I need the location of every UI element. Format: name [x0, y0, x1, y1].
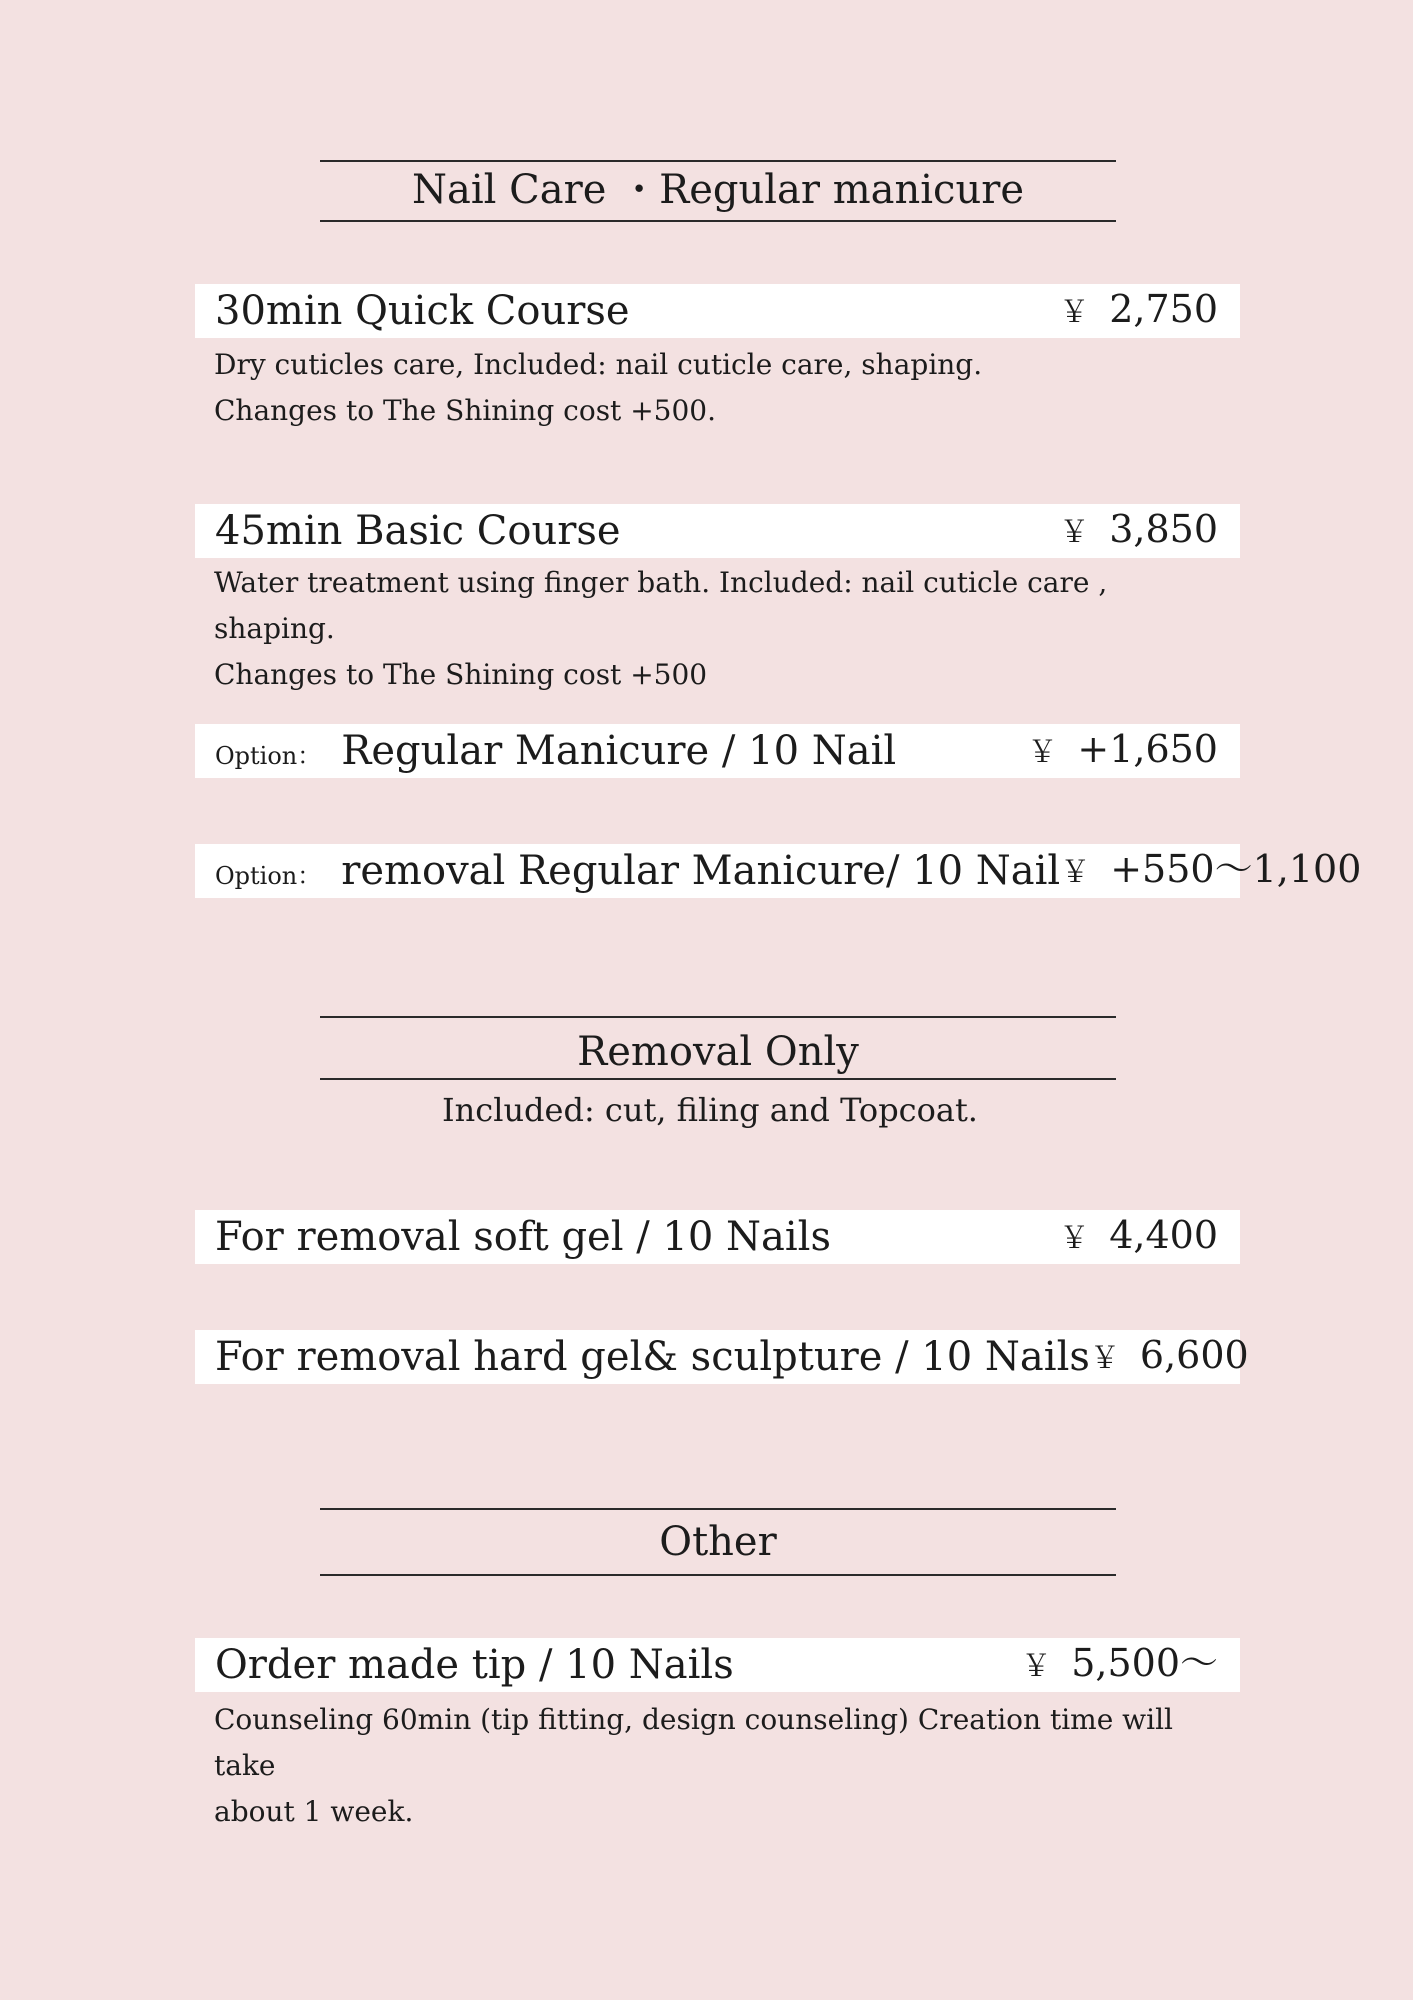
item-name: Regular Manicure / 10 Nail — [341, 728, 897, 774]
description-line: Changes to The Shining cost +500 — [214, 658, 708, 691]
item-price — [1059, 282, 1218, 340]
description-line: Dry cuticles care, Included: nail cuticle care, shaping. — [214, 348, 983, 381]
price-value: 5,500〜 — [1071, 1641, 1218, 1685]
section-rule-top — [320, 1508, 1116, 1510]
section-header-nail-care — [320, 160, 1116, 224]
yen-symbol: ￥ — [1059, 1221, 1090, 1256]
yen-symbol: ￥ — [1059, 515, 1090, 550]
item-description — [214, 342, 1214, 434]
section-title: Nail Care ・Regular manicure — [411, 167, 1025, 213]
item-price — [1090, 1328, 1249, 1386]
item-name: For removal soft gel / 10 Nails — [215, 1214, 831, 1260]
description-line: Counseling 60min (tip fitting, design counseling) Creation time will take — [214, 1703, 1174, 1782]
menu-item-order-made-tip — [195, 1638, 1240, 1692]
section-rule-bottom — [320, 220, 1116, 222]
menu-item-option-regular-manicure — [195, 724, 1240, 778]
price-value: 6,600 — [1139, 1333, 1249, 1377]
item-name: Order made tip / 10 Nails — [215, 1642, 734, 1688]
item-description — [214, 1697, 1214, 1835]
item-price — [1059, 1208, 1218, 1266]
section-rule-top — [320, 1016, 1116, 1018]
description-line: about 1 week. — [214, 1795, 414, 1828]
section-header-removal-only — [320, 1016, 1116, 1082]
item-name: 30min Quick Course — [215, 288, 630, 334]
section-rule-bottom — [320, 1078, 1116, 1080]
section-header-other — [320, 1508, 1116, 1576]
section-rule-top — [320, 160, 1116, 162]
section-rule-bottom — [320, 1574, 1116, 1576]
item-name: 45min Basic Course — [215, 508, 621, 554]
section-title: Removal Only — [577, 1029, 859, 1075]
price-value: 3,850 — [1109, 507, 1218, 551]
description-line: Water treatment using finger bath. Included: nail cuticle care , shaping. — [214, 566, 1108, 645]
menu-item-option-removal-manicure — [195, 844, 1362, 898]
yen-symbol: ￥ — [1059, 295, 1090, 330]
option-label: Option： — [215, 742, 322, 770]
yen-symbol: ￥ — [1021, 1649, 1052, 1684]
menu-item-quick-course — [195, 284, 1240, 338]
yen-symbol: ￥ — [1089, 1341, 1120, 1376]
item-name: removal Regular Manicure/ 10 Nail — [341, 848, 1061, 894]
item-price — [1027, 722, 1218, 780]
item-price — [1021, 1636, 1218, 1694]
yen-symbol: ￥ — [1060, 855, 1091, 890]
price-value: +1,650 — [1077, 727, 1218, 771]
description-line: Changes to The Shining cost +500. — [214, 394, 717, 427]
item-name: For removal hard gel& sculpture / 10 Nails — [215, 1334, 1090, 1380]
price-value: +550〜1,100 — [1110, 847, 1362, 891]
menu-item-removal-hard-gel — [195, 1330, 1249, 1384]
section-title: Other — [659, 1519, 777, 1565]
price-value: 2,750 — [1109, 287, 1218, 331]
item-price — [1059, 502, 1218, 560]
section-subtitle: Included: cut, filing and Topcoat. — [442, 1091, 978, 1129]
item-description — [214, 560, 1214, 698]
yen-symbol: ￥ — [1027, 735, 1058, 770]
price-value: 4,400 — [1109, 1213, 1218, 1257]
item-price — [1060, 842, 1361, 900]
menu-item-removal-soft-gel — [195, 1210, 1240, 1264]
menu-item-basic-course — [195, 504, 1240, 558]
option-label: Option： — [215, 862, 322, 890]
